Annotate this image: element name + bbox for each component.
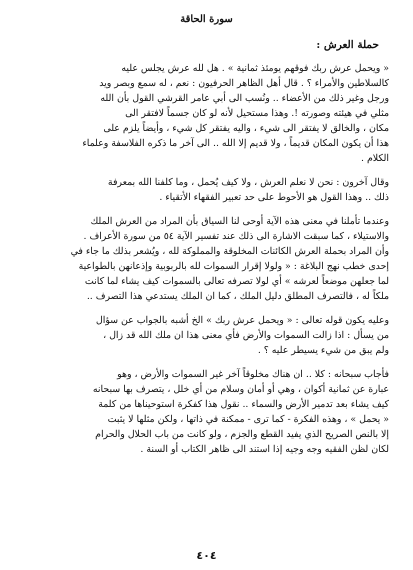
text-line: كيف يشاء بعد تدمير الأرض والسماء .. نقول هذا كفكرة استوحيناها من كلمة: [98, 399, 389, 410]
page-number: ٤٠٤: [196, 549, 217, 562]
paragraph: [24, 175, 389, 205]
paragraph: [24, 61, 389, 166]
text-line: مكان ، والخالق لا يفتقر الى شيء ، واليه يفتقر كل شيء ، وأيضاً يلزم على: [103, 123, 389, 134]
text-line: ولم يبق من شيء يسيطر عليه ؟ .: [257, 345, 389, 356]
text-line: لكان لظن الفقيه وجه وجيه إذا استند الى ظاهر الكتاب أو السنة .: [140, 444, 389, 455]
text-line: ورجل وغير ذلك من الأعضاء .. ونُسب الى أبي عامر القرشي القول بأن الله: [100, 93, 389, 104]
section-title: حملة العرش :: [316, 39, 379, 51]
text-line: « ويحمل عرش ربك فوقهم يومئذ ثمانية » . هل لله عرش يجلس عليه: [121, 63, 389, 74]
text-line: وعندما تأملنا في معنى هذه الآية أوحى لنا السياق بأن المراد من العرش الملك: [90, 216, 389, 227]
text-line: وعليه يكون قوله تعالى : « ويحمل عرش ربك » الخ أشبه بالجواب عن سؤال: [95, 315, 389, 326]
body-text: [24, 61, 389, 457]
text-line: فأجاب سبحانه : كلا .. ان هناك مخلوقاً آخر غير السموات والأرض ، وهو: [117, 369, 389, 380]
text-line: ذلك .. وهذا القول هو الأحوط على حد تعبير الفقهاء الأتقياء .: [159, 192, 389, 203]
paragraph: [24, 367, 389, 457]
text-line: هذا أن يكون المكان قديماً ، ولا قديم إلا الله .. الى آخر ما ذكره الفلاسفة وعلماء: [82, 138, 389, 149]
text-line: كالسلاطين والأمراء ؟ . قال أهل الظاهر الحرفيون : نعم ، له سمع وبصر ويد: [99, 78, 389, 89]
text-line: ملكاً له ، فالتصرف المطلق دليل الملك ، كما ان الملك يستدعي هذا التصرف ..: [86, 291, 389, 302]
text-line: وأن المراد بحملة العرش الكائنات المخلوقة والمملوكة لله ، ويُشعر بذلك ما جاء في: [70, 246, 389, 257]
text-line: إلا بالنص الصريح الذي يفيد القطع والجزم ، ولو كانت من باب الحلال والحرام: [95, 429, 389, 440]
paragraph: [24, 313, 389, 358]
text-line: من يسأل : اذا زالت السموات والأرض فأي معنى هذا ان ملك الله قد زال ،: [103, 330, 389, 341]
text-line: الكلام .: [361, 153, 389, 164]
text-line: إحدى خطب نهج البلاغة : « ولولا إقرار السموات لله بالربوبية وإذعانهن بالطواعية: [78, 261, 389, 272]
running-head: سورة الحاقة: [180, 14, 233, 25]
text-line: والاستيلاء ، كما سبقت الاشارة الى ذلك عند تفسير الآية ٥٤ من سورة الأعراف .: [83, 231, 389, 242]
text-line: مثلي في هيئته وصورته !. وهذا مستحيل لأنه لو كان جسماً لافتقر الى: [125, 108, 389, 119]
text-line: وقال آخرون : نحن لا نعلم العرش ، ولا كيف يُحمل ، وما كلفنا الله بمعرفة: [107, 177, 389, 188]
text-line: لما جعلهن موضعاً لعرشه » أي لولا تصرفه تعالى بالسموات كيف يشاء لما كانت: [84, 276, 389, 287]
text-line: عبارة عن ثمانية أكوان ، وهي أو أمان وسلام من أي خلل ، يتصرف بها سبحانه: [92, 384, 389, 395]
text-line: « يحمل » ، وهذه الفكرة - كما ترى - ممكنة في ذاتها ، ولكن مثلها لا يثبت: [107, 414, 389, 425]
paragraph: [24, 214, 389, 304]
